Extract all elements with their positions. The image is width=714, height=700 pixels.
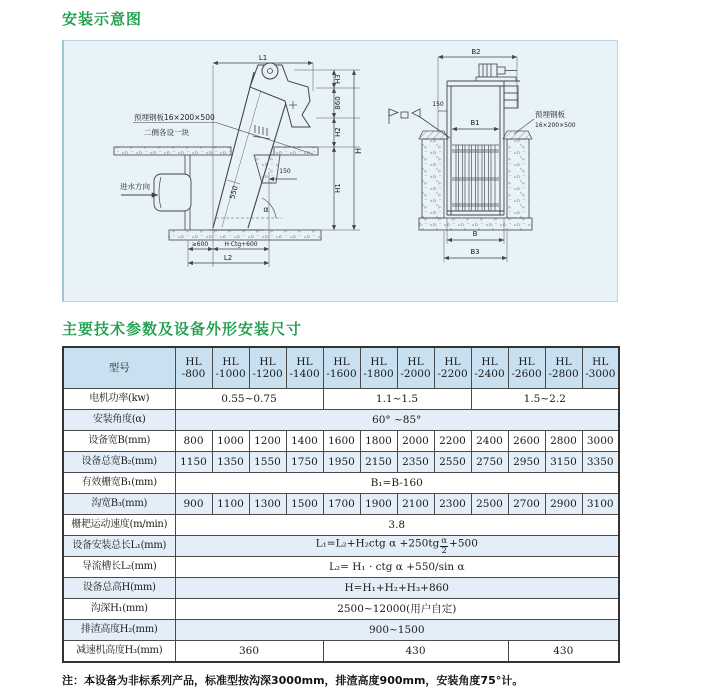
row-label: 有效栅宽B₁(mm)	[63, 473, 175, 494]
table-cell: 3100	[582, 494, 619, 515]
table-cell: 2000	[397, 431, 434, 452]
table-cell: 2200	[434, 431, 471, 452]
table-cell: 3.8	[175, 515, 619, 536]
table-row	[63, 431, 619, 452]
table-cell: 900	[175, 494, 212, 515]
table-cell: 60° ~85°	[175, 410, 619, 431]
table-row	[63, 473, 619, 494]
installation-diagram	[64, 41, 620, 303]
dim-h3-label: H3	[334, 74, 342, 84]
row-label: 减速机高度H₃(mm)	[63, 641, 175, 662]
table-row	[63, 536, 619, 557]
table-cell: 1800	[360, 431, 397, 452]
spec-table	[62, 346, 620, 663]
dim-550-label: 550	[228, 184, 240, 200]
dim-150-label: 150	[279, 168, 291, 175]
model-header: HL -1200	[249, 347, 286, 389]
row-label: 安装角度(α)	[63, 410, 175, 431]
row-label: 栅耙运动速度(m/min)	[63, 515, 175, 536]
plate-label-line1: 预埋钢板	[535, 110, 565, 119]
table-cell: 2150	[360, 452, 397, 473]
table-cell: 430	[508, 641, 619, 662]
dim-860-label: 860	[334, 96, 342, 110]
table-cell: 900~1500	[175, 620, 619, 641]
table-cell: 1.1~1.5	[323, 389, 471, 410]
side-view	[114, 54, 363, 267]
model-header: HL -1000	[212, 347, 249, 389]
inlet-pipe	[154, 174, 191, 211]
table-cell: 1.5~2.2	[471, 389, 619, 410]
model-header: HL -1600	[323, 347, 360, 389]
channel-floor-front	[419, 218, 532, 230]
pier-right	[507, 139, 529, 218]
dim-b1-label: B1	[470, 119, 480, 127]
plate-label-line2: 16×200×500	[535, 122, 576, 129]
channel-floor	[169, 230, 321, 240]
table-cell: 1000	[212, 431, 249, 452]
table-cell: 3150	[545, 452, 582, 473]
section-title-parameters: 主要技术参数及设备外形安装尺寸	[62, 320, 303, 338]
table-cell: 1100	[212, 494, 249, 515]
table-row	[63, 557, 619, 578]
table-cell: 430	[323, 641, 508, 662]
table-cell: 1950	[323, 452, 360, 473]
table-row	[63, 620, 619, 641]
dim-b3-label: B3	[470, 248, 480, 256]
model-header: HL -800	[175, 347, 212, 389]
table-cell: 2600	[508, 431, 545, 452]
table-cell: 2750	[471, 452, 508, 473]
table-cell: 1350	[212, 452, 249, 473]
row-label: 设备安装总长L₁(mm)	[63, 536, 175, 557]
table-cell: B₁=B-160	[175, 473, 619, 494]
table-cell: 1700	[323, 494, 360, 515]
table-cell: 2550	[434, 452, 471, 473]
dim-ge600-label: ≥600	[191, 241, 209, 248]
table-cell: 1500	[286, 494, 323, 515]
embedded-plate-left	[419, 131, 448, 139]
corner-header: 型号	[63, 347, 175, 389]
table-cell: 800	[175, 431, 212, 452]
table-cell: 2400	[471, 431, 508, 452]
row-label: 设备总高H(mm)	[63, 578, 175, 599]
table-cell: 3000	[582, 431, 619, 452]
model-header: HL -1400	[286, 347, 323, 389]
table-header-row	[63, 347, 619, 389]
table-cell: 2700	[508, 494, 545, 515]
row-label: 设备总宽B₂(mm)	[63, 452, 175, 473]
model-header: HL -2800	[545, 347, 582, 389]
dim-b-label: B	[472, 230, 478, 238]
table-cell: 1400	[286, 431, 323, 452]
drive-motor	[476, 64, 517, 81]
dim-b2-label: B2	[471, 48, 481, 56]
table-cell: 2900	[545, 494, 582, 515]
model-header: HL -2400	[471, 347, 508, 389]
table-cell: 1200	[249, 431, 286, 452]
dim-h-label: H	[354, 147, 363, 155]
table-cell: 1900	[360, 494, 397, 515]
model-header: HL -2000	[397, 347, 434, 389]
plate-note-line2: 二侧各设一块	[144, 128, 189, 137]
row-label: 导流槽长L₂(mm)	[63, 557, 175, 578]
front-view	[389, 48, 576, 262]
row-label: 电机功率(kw)	[63, 389, 175, 410]
model-header: HL -2200	[434, 347, 471, 389]
table-cell: 1750	[286, 452, 323, 473]
row-label: 沟深H₁(mm)	[63, 599, 175, 620]
table-row	[63, 599, 619, 620]
table-cell: 360	[175, 641, 323, 662]
table-row	[63, 494, 619, 515]
installation-diagram-panel	[62, 40, 618, 302]
table-cell: 1600	[323, 431, 360, 452]
table-cell: 2350	[397, 452, 434, 473]
table-row	[63, 515, 619, 536]
table-row	[63, 389, 619, 410]
table-cell: 1550	[249, 452, 286, 473]
table-cell: 1150	[175, 452, 212, 473]
table-cell: L₂= H₁ · ctg α +550/sin α	[175, 557, 619, 578]
drive-pulley	[262, 63, 278, 79]
row-label: 设备宽B(mm)	[63, 431, 175, 452]
row-label: 沟宽B₃(mm)	[63, 494, 175, 515]
model-header: HL -2600	[508, 347, 545, 389]
table-row	[63, 452, 619, 473]
table-cell: 2300	[434, 494, 471, 515]
table-cell: 1300	[249, 494, 286, 515]
dim-hctg-label: H·Ctg+600	[224, 241, 258, 248]
table-cell: L₁=L₂+H₂ctg α +250tg $\frac{\alpha}{2}$ +500	[175, 536, 619, 557]
table-cell: 0.55~0.75	[175, 389, 323, 410]
model-header: HL -3000	[582, 347, 619, 389]
inflow-label: 进水方向	[120, 182, 150, 191]
pier-left	[422, 139, 444, 218]
model-header: HL -1800	[360, 347, 397, 389]
upper-floor-left	[114, 147, 231, 155]
angle-alpha-label: α	[263, 205, 269, 214]
footnote: 注：本设备为非标系列产品，标准型按沟深3000mm，排渣高度900mm，安装角度75°计。	[62, 674, 524, 687]
dim-l1-label: L1	[258, 54, 268, 62]
rake-teeth	[253, 125, 270, 139]
table-cell: 2950	[508, 452, 545, 473]
section-title-installation: 安装示意图	[62, 10, 143, 28]
table-cell: 3350	[582, 452, 619, 473]
table-row	[63, 641, 619, 662]
dim-l2-label: L2	[223, 254, 233, 262]
grate-bars	[452, 145, 499, 211]
table-cell: 2100	[397, 494, 434, 515]
dim-h1-label: H1	[334, 183, 342, 193]
table-cell: 2500	[471, 494, 508, 515]
table-cell: 2500~12000(用户自定)	[175, 599, 619, 620]
table-cell: H=H₁+H₂+H₃+860	[175, 578, 619, 599]
plate-note-line1: 预埋钢板16×200×500	[134, 113, 215, 122]
embedded-plate-right	[503, 131, 532, 139]
drive-housing	[250, 65, 310, 127]
table-row	[63, 578, 619, 599]
table-cell: 2800	[545, 431, 582, 452]
row-label: 排渣高度H₂(mm)	[63, 620, 175, 641]
table-row	[63, 410, 619, 431]
dim-150-right-label: 150	[432, 101, 444, 108]
dim-h2-label: H2	[334, 127, 342, 137]
